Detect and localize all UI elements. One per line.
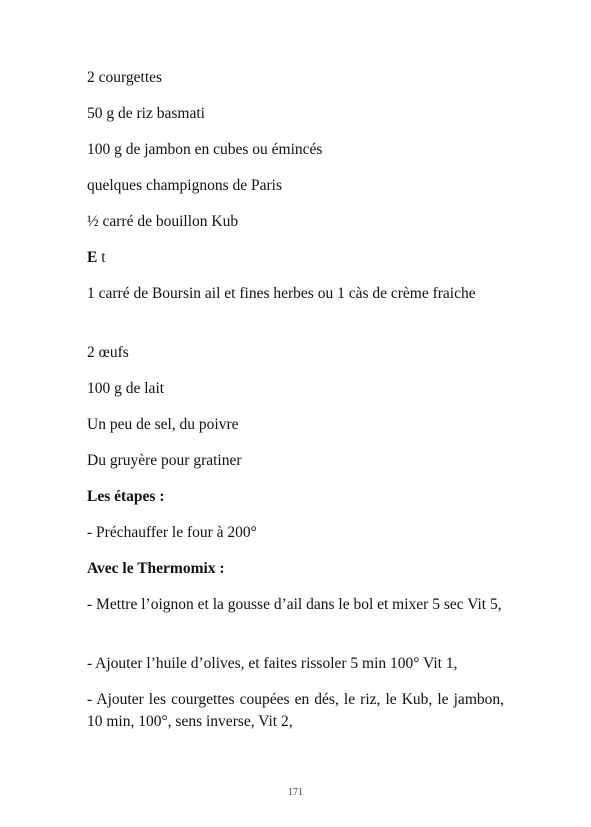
ingredient-bouillon: ½ carré de bouillon Kub — [87, 213, 239, 230]
ingredient-gruyere: Du gruyère pour gratiner — [87, 452, 242, 469]
thermomix-heading: Avec le Thermomix : — [87, 560, 225, 577]
step-add-oil: - Ajouter l’huile d’olives, et faites rissoler 5 min 100° Vit 1, — [87, 655, 458, 672]
et-rest: t — [97, 249, 106, 266]
ingredient-boursin: 1 carré de Boursin ail et fines herbes ou 1 càs de crème fraiche — [87, 285, 476, 302]
et-bold-letter: E — [87, 249, 98, 266]
ingredient-milk: 100 g de lait — [87, 380, 165, 397]
page-number: 171 — [288, 787, 303, 798]
ingredient-eggs: 2 œufs — [87, 344, 129, 361]
ingredient-rice: 50 g de riz basmati — [87, 105, 205, 122]
ingredient-ham: 100 g de jambon en cubes ou émincés — [87, 141, 323, 158]
step-add-courgettes: - Ajouter les courgettes coupées en dés, le riz, le Kub, le jambon, 10 min, 100°, sens inverse, Vit 2, — [87, 691, 504, 730]
steps-heading: Les étapes : — [87, 488, 165, 505]
ingredient-courgettes: 2 courgettes — [87, 69, 163, 86]
ingredient-salt-pepper: Un peu de sel, du poivre — [87, 416, 239, 433]
step-preheat: - Préchauffer le four à 200° — [87, 524, 257, 541]
step-mix-onion-garlic: - Mettre l’oignon et la gousse d’ail dans le bol et mixer 5 sec Vit 5, — [87, 596, 502, 613]
ingredient-mushrooms: quelques champignons de Paris — [87, 177, 283, 194]
ingredient-et-line — [87, 247, 504, 269]
